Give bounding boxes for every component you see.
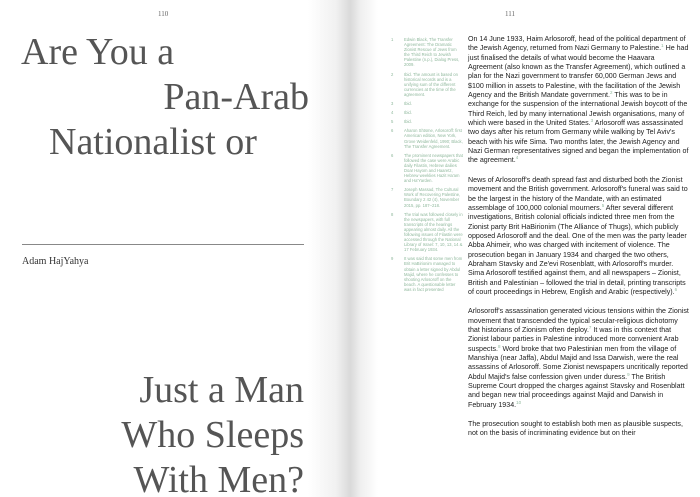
- footnote: [391, 212, 463, 253]
- footnote-number: 9: [391, 256, 394, 262]
- footnote-number: 3: [391, 101, 394, 107]
- author-divider: [22, 244, 304, 245]
- article-body: [468, 35, 690, 449]
- footnote-ref: 5: [601, 202, 605, 208]
- footnote-text: The prominent newspapers that followed the case were Arabic daily Filastin, Hebrew dailies Doar Hayom and Haaretz, Hebrew weeklies Hazit Ha'am and Ha'Yarden.: [404, 152, 463, 184]
- footnote-ref: 10: [516, 399, 522, 405]
- body-paragraph: [468, 307, 690, 410]
- body-text: After several different investigations, British colonial officials indicted three men from the Zionist party Brit HaBirionim (The Alliance of Thugs), which publicly opposed Arlosoroff and the deal. One of the men was the party leader Abba Ahimeir, who was charged with incitement of violence. The prosecution began in January 1934 and charged the two others, Abraham Stavsky and Ze'evi Rosenblatt, with Arlosoroff's murder. Sima Arlosoroff testified against them, and all newspapers – Zionist, British and Palestinian – followed the trial in detail, printing transcripts of court proceedings in Hebrew, English and Arabic (respectively).: [468, 203, 687, 296]
- body-text: The British Supreme Court dropped the charges against Stavsky and Rosenblatt and began new trial proceedings against Majid and Darwish in February 1934.: [468, 372, 685, 409]
- footnote-text: Ibid.: [404, 101, 412, 107]
- footnote-number: 6: [391, 128, 394, 134]
- body-text: The prosecution sought to establish both men as plausible suspects, not on the basis of incriminating evidence but on their: [468, 420, 683, 438]
- footnote-text: Edwin Black, The Transfer Agreement: The Dramatic Zionist Rescue of Jews from the Third Reich to Jewish Palestine (n.p.), Dialog Press, 2009.: [404, 37, 460, 68]
- footnotes: [391, 37, 463, 296]
- body-paragraph: [468, 35, 690, 166]
- body-text: This was to be in exchange for the suspension of the international Jewish boycott of the Third Reich, led by many international Jewish organisations, many of which were based in the United States.: [468, 91, 688, 128]
- footnote-text: Ibid.: [404, 119, 412, 125]
- footnote: [391, 119, 463, 124]
- footnote-ref: 3: [590, 118, 594, 124]
- body-text: Arlosoroff was assassinated two days after his return from Germany while walking by Tel Aviv's beach with his wife Sima. Two months later, the Jewish Agency and Nazi German representatives signed and began the implementation of the agreement.: [468, 119, 689, 165]
- footnote: [391, 110, 463, 115]
- title-bottom-line-3: With Men?: [133, 459, 304, 497]
- left-page-number: 110: [158, 10, 169, 18]
- footnote: [391, 101, 463, 106]
- title-bottom-line-1: Just a Man: [139, 369, 304, 411]
- footnote: [391, 153, 463, 184]
- footnote-number: 4: [391, 110, 394, 116]
- footnote-text: The trial was followed closely in the newspapers, with full transcripts of the hearings appearing almost daily. All the following issues of Filastin were accessed through the National Library of Israel: 7, 10, 13, 14 & 17 February 1934.: [404, 211, 463, 253]
- footnote-ref: 9: [627, 371, 630, 377]
- footnote-number: 2: [391, 71, 394, 77]
- body-text: Arlosoroff's assassination generated vicious tensions within the Zionist movement that transcended the typical secular-religious dichotomy that historians of Zionism often deploy.: [468, 307, 689, 334]
- footnote-ref: 7: [588, 324, 592, 330]
- footnote-text: Aharon Shtsme, Arlosoroff: first American edition, New York, Grove Weidenfeld, 1990; Black, The Transfer Agreement.: [404, 128, 463, 149]
- author-name: Adam HajYahya: [22, 256, 89, 267]
- right-page-number: 111: [505, 10, 515, 18]
- footnote: [391, 128, 463, 148]
- title-top: [21, 30, 311, 165]
- footnote-number: 6: [391, 152, 394, 158]
- body-text: On 14 June 1933, Haim Arlosoroff, head of the political department of the Jewish Agency, returned from Nazi Germany to Palestine.: [468, 35, 686, 53]
- body-paragraph: [468, 176, 690, 297]
- footnote-number: 8: [391, 211, 394, 217]
- title-top-line-1: Are You a: [21, 31, 175, 73]
- body-text: He had just finalised the details of what would become the Haavara Agreement (also known as the Transfer Agreement), which outlined a plan for the Nazi government to transfer 60,000 German Jews and $100 million in assets to Palestine, with the facilitation of the Jewish Agency and the British Mandate government.: [468, 44, 689, 100]
- footnote-number: 1: [391, 37, 394, 42]
- footnote-number: 7: [391, 187, 394, 193]
- footnote-text: Joseph Massad, The Cultural Work of Recovering Palestine, Boundary 2 42 (4), November 2015, pp. 187–218.: [404, 187, 461, 208]
- body-text: It was in this context that Zionist labour parties in Palestine introduced more convenient Arab suspects.: [468, 325, 679, 353]
- footnote-ref: 1: [661, 43, 664, 49]
- footnote-text: Ibid. The amount is based on historical records and is a unifying sum of the different currencies at the time of the agreement.: [404, 71, 458, 97]
- title-bottom-line-2: Who Sleeps: [121, 414, 304, 456]
- footnote: [391, 72, 463, 97]
- footnote: [391, 187, 463, 207]
- footnote-ref: 2: [609, 90, 613, 96]
- title-top-line-3: Nationalist or: [49, 121, 257, 163]
- title-bottom: [14, 368, 304, 497]
- footnote: [391, 256, 463, 292]
- body-text: Word broke that two Palestinian men from the village of Manshiya (near Jaffa), Abdul Majid and Issa Darwish, were the real assassins of Arlosoroff. Some Zionist newspapers uncritically reported Abdul Majid's false confession given under duress.: [468, 344, 688, 381]
- right-page: [350, 0, 700, 497]
- body-paragraph: [468, 420, 690, 439]
- footnote-number: 5: [391, 119, 394, 125]
- footnote: [391, 37, 463, 68]
- title-top-line-2: Pan-Arab: [163, 76, 309, 118]
- body-text: News of Arlosoroff's death spread fast and disturbed both the Zionist movement and the British government. Arlosoroff's funeral was said to be the largest in the history of the Mandate, with an estimated assemblage of 100,000 colonial mourners.: [468, 175, 688, 212]
- footnote-ref: 6: [674, 286, 678, 292]
- footnote-ref: 4: [515, 155, 519, 161]
- footnote-text: It was said that some men from Brit HaBirionim managed to obtain a letter signed by Abdul Majid, where he confesses to shooting Arlosoroff on the beach. A questionable letter was in fact presented: [404, 256, 463, 292]
- footnote-text: Ibid.: [404, 110, 412, 116]
- footnote-ref: 8: [497, 343, 501, 349]
